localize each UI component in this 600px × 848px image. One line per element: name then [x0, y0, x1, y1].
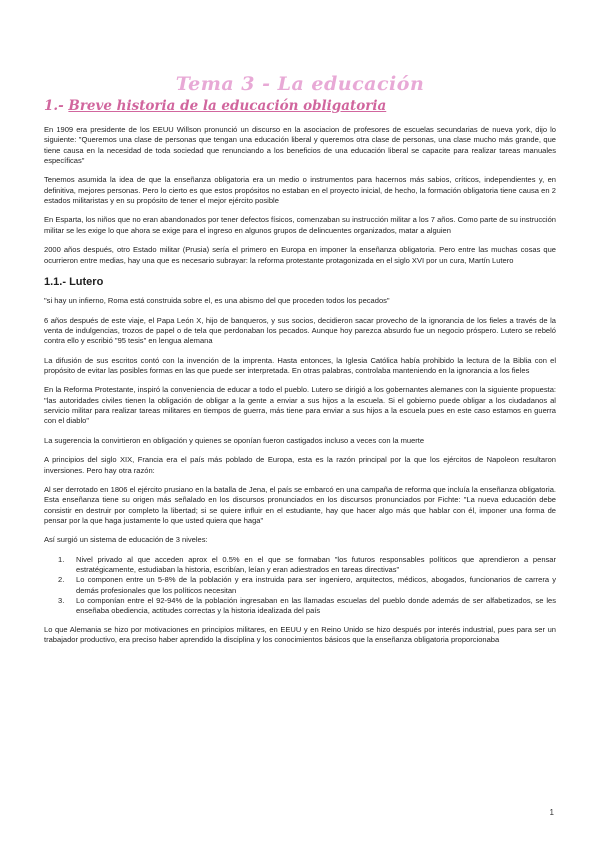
paragraph: A principios del siglo XIX, Francia era el país más poblado de Europa, esta es la razón principal por la que los ejércitos de Napoleon resultaron inversiones. Pero hay otra razón:	[44, 455, 556, 475]
section-number: 1.-	[44, 98, 64, 114]
levels-list	[44, 555, 556, 617]
paragraph: 2000 años después, otro Estado militar (Prusia) sería el primero en Europa en imponer la enseñanza obligatoria. Pero entre las muchas cosas que ocurrieron entre medias, hay una que es necesario subrayar: la reforma protestante protagonizada en el siglo XVI por un cura, Martín Lutero	[44, 245, 556, 265]
list-item-text: Nivel privado al que acceden aprox el 0.5% en el que se formaban "los futuros responsables políticos que aprendieron a pensar estratégicamente, estudiaban la historia, escribían, leían y eran adiestrados en tareas directivas"	[76, 554, 556, 575]
paragraph: 6 años después de este viaje, el Papa León X, hijo de banqueros, y sus socios, decidieron sacar provecho de la ignorancia de los fieles a través de la venta de indulgencias, trozos de papel o de tela que perdonaban los pecados. Aunque hoy parezca absurdo fue un negocio próspero. Lutero se rebeló contra ello y escribió "95 tesis" en lengua alemana	[44, 315, 556, 346]
paragraph: Al ser derrotado en 1806 el ejército prusiano en la batalla de Jena, el país se embarcó en una campaña de reforma que incluía la enseñanza obligatoria. Esta enseñanza tiene su origen más señalado en los discursos pronunciados en los discursos pronunciados por Fichte: "La nueva educación debe consistir en destruir por completo la libertad; si se quiere influir en el estudiante, hay que hacer algo más que hablar con él, imponer una forma de pensar por la que haga justamente lo que usted quiera que haga"	[44, 485, 556, 525]
paragraph: La difusión de sus escritos contó con la invención de la imprenta. Hasta entonces, la Iglesia Católica había prohibido la lectura de la Biblia con el propósito de evitar las posibles formas en las que puede ser interpretada. En otras palabras, controlaba manteniendo en la ignorancia a los fieles	[44, 355, 556, 375]
list-intro: Así surgió un sistema de educación de 3 niveles:	[44, 535, 208, 545]
list-item	[44, 575, 556, 596]
page-title: Tema 3 - La educación	[175, 73, 425, 95]
section-title: Breve historia de la educación obligatoria	[68, 98, 387, 114]
list-item-number: 3.	[58, 596, 65, 606]
list-item	[44, 596, 556, 617]
list-item-text: Lo componían entre el 92-94% de la población ingresaban en las llamadas escuelas del pueblo donde además de ser alfabetizados, se les enseñaba obediencia, actitudes correctas y la historia idealizada del país	[76, 596, 556, 616]
list-item-number: 2.	[58, 575, 65, 585]
list-item-text: Lo componen entre un 5-8% de la población y era instruida para ser ingeniero, arquitectos, médicos, abogados, funcionarios de carrera y demás profesionales que los políticos necesitan	[76, 575, 556, 595]
paragraph: En 1909 era presidente de los EEUU Willson pronunció un discurso en la asociacion de profesores de escuelas secundarias de nueva york, dijo lo siguiente: "Queremos una clase de personas que tengan una educación liberal y queremos otra clase de personas, una clase mucho más grande, que tiene causa en la necesidad de toda sociedad que renunciando a los beneficios de una educación liberal se capacite para realizar tareas manuales específicas"	[44, 125, 556, 165]
quote-paragraph: "si hay un infierno, Roma está construida sobre el, es una abismo del que proceden todos los pecados"	[44, 296, 390, 306]
paragraph: En la Reforma Protestante, inspiró la conveniencia de educar a todo el pueblo. Lutero se dirigió a los gobernantes alemanes con la siguiente propuesta: "las autoridades civiles tienen la obligación de obligar a la gente a enviar a sus hijos a la escuela. Si el gobierno puede obligar a los ciudadanos al servicio militar para realizar tareas militares en tiempos de guerra, más tiene para enviar a sus hijos a la escuela pues en este caso estamos en guerra con el diablo"	[44, 385, 556, 426]
paragraph: La sugerencia la convirtieron en obligación y quienes se oponían fueron castigados incluso a veces con la muerte	[44, 435, 425, 445]
closing-paragraph: Lo que Alemania se hizo por motivaciones en principios militares, en EEUU y en Reino Unido se hizo después por interés industrial, pues para ser un trabajador productivo, era preciso haber aprendido la disciplina y los conocimientos básicos que la enseñanza obligatoria proporcionaba	[44, 624, 556, 644]
section-heading	[44, 97, 564, 115]
paragraph: Tenemos asumida la idea de que la enseñanza obligatoria era un medio o instrumentos para hacernos más sabios, críticos, independientes y, en definitiva, mejores personas. Pero lo cierto es que estos propósitos no estaban en el proyecto inicial, de hecho, la formación obligatoria tiene causa en 2 estados militaristas y en su propósito de tener el mejor ejército posible	[44, 175, 556, 205]
document-body	[44, 125, 556, 654]
page-number: 1	[549, 808, 554, 817]
list-item-number: 1.	[58, 554, 65, 564]
paragraph: En Esparta, los niños que no eran abandonados por tener defectos físicos, comenzaban su instrucción militar a los 7 años. Como parte de su instrucción militar se les exige lo que ahora se exige para el ingreso en algunos grupos de delincuentes organizados, matar a alguien	[44, 215, 556, 235]
list-item	[44, 555, 556, 576]
subsection-heading: 1.1.- Lutero	[44, 276, 104, 289]
